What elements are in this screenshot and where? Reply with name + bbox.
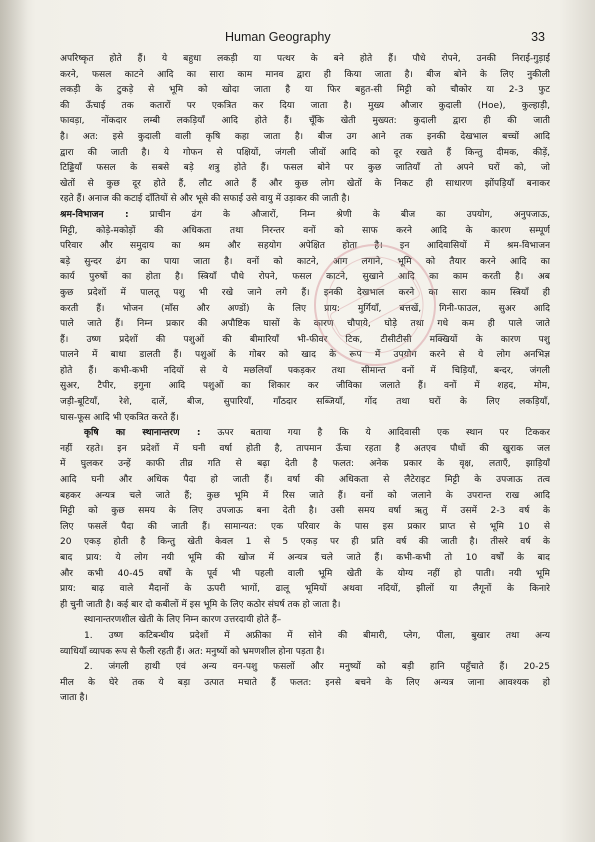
text-line: [60, 146, 550, 162]
page-number: 33: [531, 30, 545, 44]
text-line: [60, 535, 550, 551]
line-text: द्वारा की जाती है। ये गोफन से पक्षियों, जंगली जीवों आदि को दूर रखते हैं किन्तु दीमक, कीड़ें,: [60, 147, 550, 158]
text-line: [60, 161, 550, 177]
line-text: कुछ प्रदेशों में पालतू पशु भी रखे जाने लगे हैं। इनकी देखभाल करने का सारा काम स्त्रियाँ ही: [60, 287, 550, 298]
line-text: मिट्टी, कोड़े-मकोड़ों की अधिकता तथा निरन्तर वनों को साफ करने आदि के कारण सम्पूर्ण: [60, 225, 550, 236]
line-text: सुअर, टैपीर, इगुना आदि पशुओं का शिकार कर जीविका जलाते हैं। वनों में शहद, मोम,: [60, 381, 550, 392]
text-line: [60, 255, 550, 271]
paragraph-heading: श्रम-विभाजन :: [60, 209, 129, 220]
line-text: प्राचीन ढंग के औजारों, निम्न श्रेणी के बीज का उपयोग, अनुपजाऊ,: [128, 209, 550, 220]
line-text: हैं। उष्ण प्रदेशों की पशुओं की बीमारियाँ भी-फीवर टिक, टीसीटीसी मक्खियों के कारण पशु: [60, 334, 550, 345]
line-text: टिड्डियाँ फसल के सबसे बड़े शत्रु होते हैं। फसल बोने पर कुछ जातियाँ तो अपने घरों को, जो: [60, 163, 550, 174]
text-line: [60, 442, 550, 458]
line-text: करने, फसल काटने आदि का सारा काम मानव द्वारा ही किया जाता है। बीज बोने के लिए नुकीली: [60, 69, 550, 80]
line-text: रहते हैं। अनाज की कटाई दाँतियों से और भूसे की सफाई उसे वायु में उड़ाकर की जाती है।: [60, 194, 350, 205]
line-text: और कभी 40-45 वर्षों के पूर्व भी पहली वाली भूमि खेती के योग्य नहीं हो पाती। नयी भूमि: [60, 568, 550, 579]
text-line: [60, 130, 550, 146]
line-text: ऊपर बताया गया है कि ये आदिवासी एक स्थान पर टिककर: [200, 428, 550, 439]
line-text: लकड़ी के टुकड़े से भूमि को खोदा जाता है या फिर बहुत-सी मिट्टी को चौकोर या 2-3 फुट: [60, 85, 550, 96]
text-line: [60, 691, 550, 707]
line-text: खेतों से कुछ दूर होते हैं, लौट आते हैं और कुछ लोग खेतों के निकट ही साधारण झोंपड़ियाँ बनाकर: [60, 178, 550, 189]
line-text: बड़े सुन्दर ढंग का पाया जाता है। वनों को काटने, आग लगाने, भूमि को तैयार करने आदि का: [60, 256, 550, 267]
line-text: जड़ी-बूटियाँ, रेशे, दालें, बीज, सुपारियाँ, गाँठदार सब्जियाँ, गोंद तथा घरों के लिए लकड़ियाँ,: [60, 397, 550, 408]
text-line: [60, 364, 550, 380]
text-line: [60, 83, 550, 99]
text-line: [60, 379, 550, 395]
line-text: होते हैं। कभी-कभी नदियों से ये मछलियाँ पकड़कर तथा सीमान्त वनों में चिड़ियाँ, बन्दर, जंगली: [60, 365, 550, 376]
text-line: [60, 411, 550, 427]
text-line: [60, 224, 550, 240]
line-text: मिट्टी को कुछ समय के लिए उपजाऊ बना देती है। उसी समय वर्षा ऋतु में उसमें 2-3 वर्ष के: [60, 506, 550, 517]
line-text: में घुलकर उन्हें काफी तीव्र गति से बढ़ा देती है फलत: अनेक प्रकार के वृक्ष, लताएँ, झाड़ियाँ: [60, 459, 550, 470]
line-text: है। अत: इसे कुदाली वाली कृषि कहा जाता है। बीज उग आने तक इनकी देखभाल बच्चों आदि: [60, 131, 550, 142]
text-line: [60, 473, 550, 489]
text-line: [60, 348, 550, 364]
text-line: [60, 457, 550, 473]
line-text: व्याधियाँ व्यापक रूप से फैली रहती हैं। अत: मनुष्यों को भ्रमणशील होना पड़ता है।: [60, 646, 325, 657]
line-text: 20 एकड़ होती है किन्तु खेती केवल 1 से 5 एकड़ पर ही प्रति वर्ष की जाती है। तीसरे वर्ष के: [60, 537, 550, 548]
text-line: [60, 286, 550, 302]
line-text: नहीं रहते। इन प्रदेशों में घनी वर्षा होती है, तापमान ऊँचा रहता है अतएव पौधों की खुराक जल: [60, 443, 550, 454]
line-text: कार्य पुरुषों का होता है। स्त्रियाँ पौधे रोपने, फसल काटने, सुखाने आदि का काम करती है। अब: [60, 272, 550, 283]
text-line: [60, 68, 550, 84]
line-text: 1. उष्ण कटिबन्धीय प्रदेशों में अफ्रीका में सोने की बीमारी, प्लेग, पीला, बुखार तथा अन्य: [84, 630, 550, 641]
text-line: [60, 302, 550, 318]
scan-shadow: [0, 0, 28, 842]
text-line: [60, 629, 550, 645]
text-line: [60, 208, 550, 224]
text-line: [60, 660, 550, 676]
line-text: 2. जंगली हाथी एवं अन्य वन-पशु फसलों और मनुष्यों को बड़ी हानि पहुँचाते हैं। 20-25: [84, 662, 550, 673]
paragraph-heading: कृषि का स्थानान्तरण :: [84, 428, 201, 439]
text-line: [60, 645, 550, 661]
text-line: [60, 177, 550, 193]
text-line: [60, 567, 550, 583]
line-text: लिए फसलें पैदा की जाती हैं। सामान्यत: एक परिवार के पास इस प्रकार प्राप्त से भूमि 10 से: [60, 521, 550, 532]
text-line: [60, 192, 550, 208]
line-text: स्थानान्तरणशील खेती के लिए निम्न कारण उत्तरदायी होते हैं–: [84, 615, 282, 626]
line-text: बाद प्राय: ये लोग नयी भूमि की खोज में अन्यत्र चले जाते हैं। कभी-कभी तो 10 वर्षों के बाद: [60, 553, 550, 563]
line-text: घास-फूस आदि भी एकत्रित करते हैं।: [60, 412, 179, 423]
line-text: ही चुनी जाती है। कई बार दो कबीलों में इस भूमि के लिए कठोर संघर्ष तक हो जाता है।: [60, 599, 341, 610]
text-line: [60, 99, 550, 115]
text-line: [60, 489, 550, 505]
text-line: [60, 598, 550, 614]
line-text: की ऊँचाई तक कतारों पर एकत्रित कर दिया जाता है। मुख्य औजार कुदाली (Hoe), कुल्हाड़ी,: [60, 100, 550, 111]
line-text: फावड़ा, नोंकदार लम्बी लकड़ियाँ आदि होते हैं। चूँकि खेती मुख्यत: कुदाली द्वारा ही की जाती: [60, 116, 550, 127]
line-text: जाता है।: [60, 693, 88, 704]
text-line: [60, 333, 550, 349]
line-text: अपरिष्कृत होते हैं। ये बहुधा लकड़ी या पत्थर के बने होते हैं। पौधे रोपने, उनकी निराई-गुड़ाई: [60, 54, 550, 64]
text-line: [60, 395, 550, 411]
text-line: [60, 520, 550, 536]
page-header: [60, 30, 545, 48]
text-line: [60, 582, 550, 598]
line-text: करती हैं। भोजन (माँस और अण्डों) के लिए प्राय: मुर्गियाँ, बत्तखें, गिनी-फाउल, सुअर आदि: [60, 303, 550, 314]
line-text: पाले जाते हैं। निम्न प्रकार की अपौष्टिक घासों के कारण चौपाये, घोड़े तथा गधे कम ही पाले जाते: [60, 319, 550, 330]
text-line: [60, 613, 550, 629]
text-line: [60, 676, 550, 692]
line-text: बहकर अन्यत्र चले जाते हैं; कुछ भूमि में रिस जाते हैं। वनों को जलाने के उपरान्त राख आदि: [60, 490, 550, 501]
text-line: [60, 317, 550, 333]
line-text: प्राय: बाढ़ वाले मैदानों के ऊपरी भागों, ढालू भूमियों अथवा नदियों, झीलों या लैगूनों के किनारे: [60, 584, 550, 595]
text-line: [60, 551, 550, 567]
running-title: Human Geography: [225, 30, 331, 44]
text-line: [60, 504, 550, 520]
text-line: [60, 426, 550, 442]
line-text: आदि घनी और अधिक पैदा हो जाती हैं। वर्षा की अधिकता से लैटेराइट मिट्टी के उपजाऊ तत्व: [60, 475, 550, 486]
text-line: [60, 239, 550, 255]
body-text: [60, 52, 550, 707]
text-line: [60, 114, 550, 130]
text-line: [60, 52, 550, 68]
line-text: पालने में बाधा डालती हैं। पशुओं के गोबर को खाद के रूप में उपयोग करने से ये लोग अनभिज्ञ: [60, 350, 550, 361]
text-line: [60, 270, 550, 286]
line-text: परिवार और समुदाय का श्रम और सहयोग अपेक्षित होता है। इन आदिवासियों में श्रम-विभाजन: [60, 241, 550, 252]
line-text: मील के घेरे तक ये बड़ा उत्पात मचाते हैं फलत: इनसे बचने के लिए अन्यत्र जाना आवश्यक हो: [60, 677, 550, 688]
